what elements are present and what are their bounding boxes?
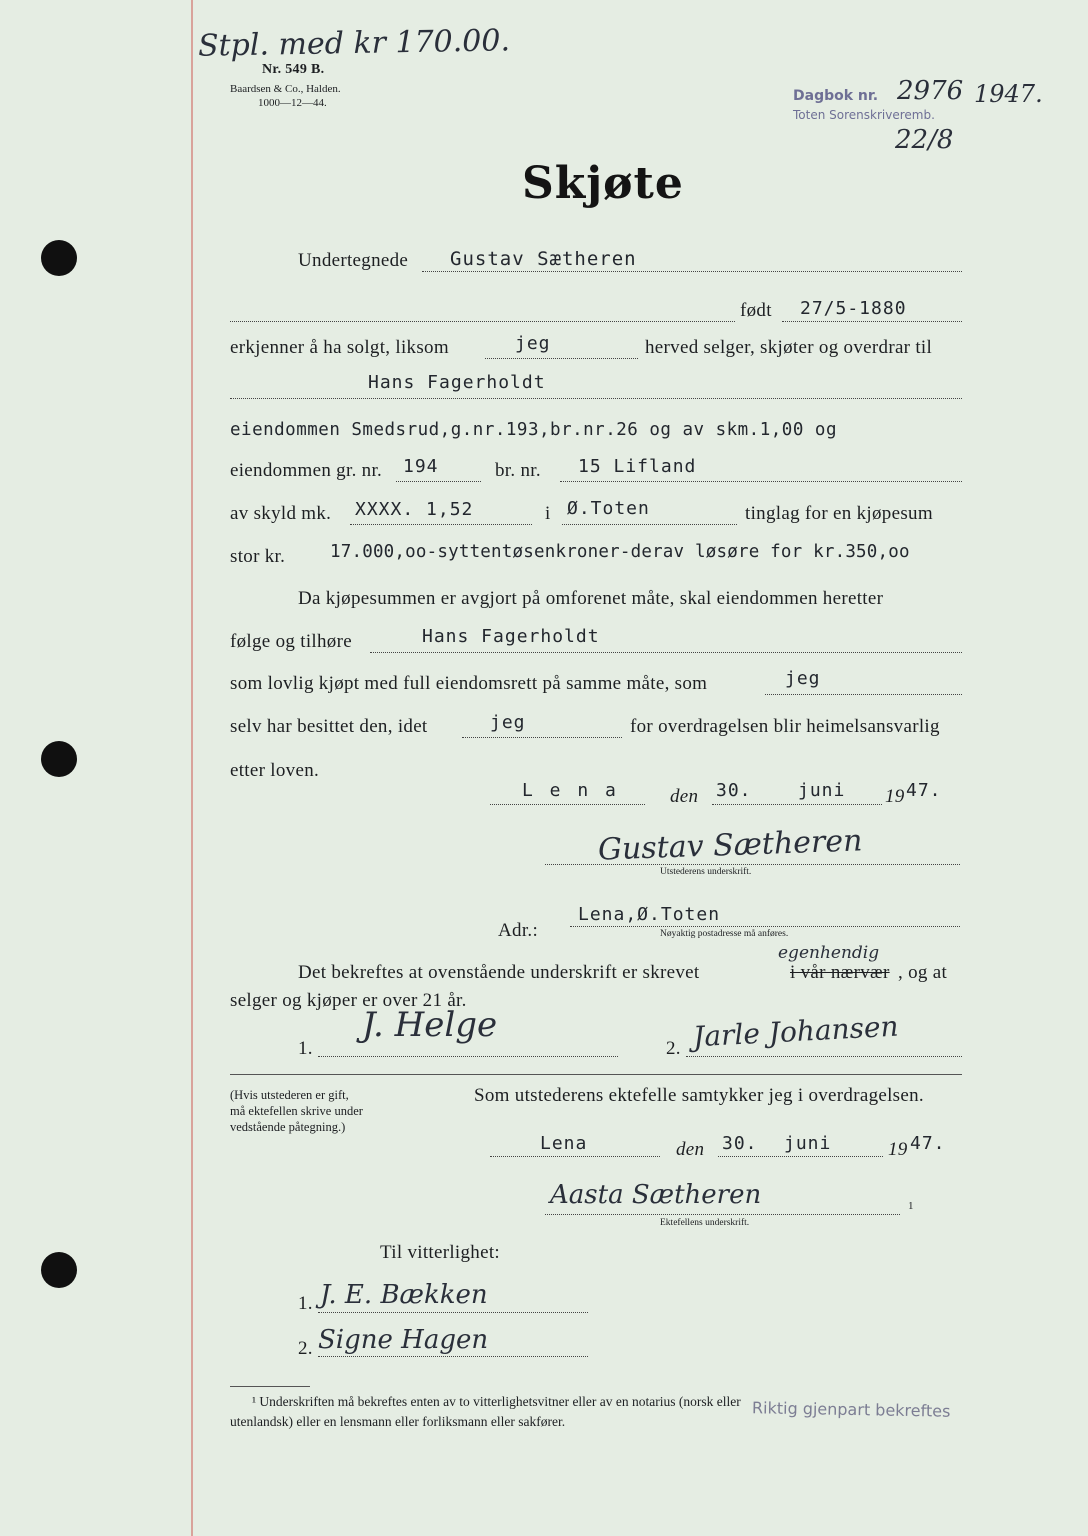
crossed-text: i vår nærvær <box>790 962 890 983</box>
den1-label: den <box>670 786 699 807</box>
skyld-value: XXXX. 1,52 <box>355 499 474 520</box>
document-title: Skjøte <box>522 158 684 209</box>
jeg1-line <box>485 358 638 359</box>
witness1-line <box>318 1312 588 1313</box>
selv-har-text: selv har besittet den, idet <box>230 716 428 737</box>
month2: juni <box>784 1133 832 1154</box>
year2-prefix: 19 <box>888 1139 908 1160</box>
form-publisher: Baardsen & Co., Halden. <box>230 83 341 95</box>
seller-name: Gustav Sætheren <box>450 248 637 270</box>
witness2-line <box>318 1356 588 1357</box>
witness-b-line <box>686 1056 962 1057</box>
witness-b-signature: Jarle Johansen <box>692 1009 900 1054</box>
da-line: Da kjøpesummen er avgjort på omforenet måte, skal eiendommen heretter <box>298 588 884 609</box>
spouse-note-3: vedstående påtegning.) <box>230 1120 346 1134</box>
gr-nr: 194 <box>403 456 439 477</box>
divider <box>230 1074 962 1075</box>
brnr-label: br. nr. <box>495 460 541 481</box>
margin-rule <box>191 0 193 1536</box>
place1-line <box>490 804 645 805</box>
seller-line <box>422 271 962 272</box>
footnote-marker: 1 <box>908 1200 914 1212</box>
etter-loven: etter loven. <box>230 760 320 781</box>
witness-a-line <box>318 1056 618 1057</box>
stamp-office: Toten Sorenskriveremb. <box>793 108 935 122</box>
buyer-line <box>230 398 962 399</box>
witness-a-number: 1. <box>298 1038 313 1059</box>
witness1-number: 1. <box>298 1293 313 1314</box>
overdragelse-text: for overdragelsen blir heimelsansvarlig <box>630 716 940 737</box>
form-print-run: 1000—12—44. <box>258 97 327 109</box>
stamp-diary-label: Dagbok nr. <box>793 88 879 104</box>
witness2-signature: Signe Hagen <box>318 1325 489 1355</box>
address-value: Lena,Ø.Toten <box>578 904 721 925</box>
place2: Lena <box>540 1133 588 1154</box>
spouse-sig-line <box>545 1214 900 1215</box>
day2: 30. <box>722 1133 758 1154</box>
place2-line <box>490 1156 660 1157</box>
date2-line <box>718 1156 883 1157</box>
signature1-label: Utstederens underskrift. <box>660 867 752 877</box>
buyer-name: Hans Fagerholdt <box>368 372 546 393</box>
skyld-line <box>350 524 532 525</box>
spouse-consent: Som utstederens ektefelle samtykker jeg i overdragelsen. <box>474 1085 924 1106</box>
herved-text: herved selger, skjøter og overdrar til <box>645 337 933 358</box>
tinglag-text: tinglag for en kjøpesum <box>745 503 933 524</box>
address-note: Nøyaktig postadresse må anføres. <box>660 929 789 939</box>
footnote-rule <box>230 1386 310 1387</box>
fodt-leader <box>230 321 735 322</box>
fodt-label: født <box>740 300 772 321</box>
jeg3-line <box>462 737 622 738</box>
property-description: eiendommen Smedsrud,g.nr.193,br.nr.26 og av skm.1,00 og <box>230 420 837 440</box>
year1: 47. <box>906 780 942 801</box>
year2: 47. <box>910 1133 946 1154</box>
buyer2-line <box>370 652 962 653</box>
brnr-line <box>560 481 962 482</box>
i-label: i <box>545 503 551 524</box>
signature1-line <box>545 864 960 865</box>
correction-handwritten: egenhendig <box>778 943 880 963</box>
grnr-label: eiendommen gr. nr. <box>230 460 383 481</box>
som-lovlig-text: som lovlig kjøpt med full eiendomsrett på samme måte, som <box>230 673 708 694</box>
address-label: Adr.: <box>498 920 539 941</box>
place1: L e n a <box>522 780 619 801</box>
stamp-duty-note: Stpl. med kr 170.00. <box>197 23 511 64</box>
footnote-line-2: utenlandsk) eller en lensmann eller forliksmann eller sakfører. <box>230 1414 566 1429</box>
punch-hole <box>41 240 77 276</box>
jeg1: jeg <box>515 333 551 354</box>
punch-hole <box>41 741 77 777</box>
punch-hole <box>41 1252 77 1288</box>
date1-line <box>712 804 882 805</box>
buyer2-name: Hans Fagerholdt <box>422 626 600 647</box>
witness2-number: 2. <box>298 1338 313 1359</box>
witness1-signature: J. E. Bækken <box>320 1280 488 1310</box>
folge-label: følge og tilhøre <box>230 631 352 652</box>
witness-b-number: 2. <box>666 1038 681 1059</box>
address-line <box>570 926 960 927</box>
stamp-date: 22/8 <box>895 125 954 155</box>
spouse-note-1: (Hvis utstederen er gift, <box>230 1088 349 1102</box>
certified-copy-stamp: Riktig gjenpart bekreftes <box>751 1398 951 1421</box>
year1-prefix: 19 <box>885 786 905 807</box>
stamp-year: 1947. <box>974 80 1043 108</box>
birth-date: 27/5-1880 <box>800 298 907 319</box>
seller-signature: Gustav Sætheren <box>597 823 863 868</box>
tinglag-place: Ø.Toten <box>567 498 650 519</box>
footnote-line-1: ¹ Underskriften må bekreftes enten av to vitterlighetsvitner eller av en notarius (norsk eller <box>252 1394 741 1409</box>
skyld-label: av skyld mk. <box>230 503 332 524</box>
jeg2: jeg <box>785 668 821 689</box>
br-nr: 15 Lifland <box>578 456 697 477</box>
erkjenner-text: erkjenner å ha solgt, liksom <box>230 337 449 358</box>
spouse-signature: Aasta Sætheren <box>550 1180 762 1210</box>
confirm-end: , og at <box>898 962 948 983</box>
grnr-line <box>396 481 481 482</box>
birth-line <box>782 321 962 322</box>
undertegnede-label: Undertegnede <box>298 250 409 271</box>
den2-label: den <box>676 1139 705 1160</box>
spouse-sig-label: Ektefellens underskrift. <box>660 1218 750 1228</box>
purchase-amount: 17.000,oo-syttentøsenkroner-derav løsøre for kr.350,oo <box>330 542 910 562</box>
spouse-note-2: må ektefellen skrive under <box>230 1104 363 1118</box>
tinglag-line <box>562 524 737 525</box>
confirm-age-line: selger og kjøper er over 21 år. <box>230 990 467 1011</box>
month1: juni <box>798 780 846 801</box>
witness-a-signature: J. Helge <box>362 1005 498 1045</box>
stamp-journal-number: 2976 <box>897 76 964 106</box>
vitterlighet-label: Til vitterlighet: <box>380 1242 500 1263</box>
jeg3: jeg <box>490 712 526 733</box>
jeg2-line <box>765 694 962 695</box>
confirm-text: Det bekreftes at ovenstående underskrift er skrevet <box>298 962 700 983</box>
day1: 30. <box>716 780 752 801</box>
form-number: Nr. 549 B. <box>262 62 325 77</box>
stor-label: stor kr. <box>230 546 286 567</box>
